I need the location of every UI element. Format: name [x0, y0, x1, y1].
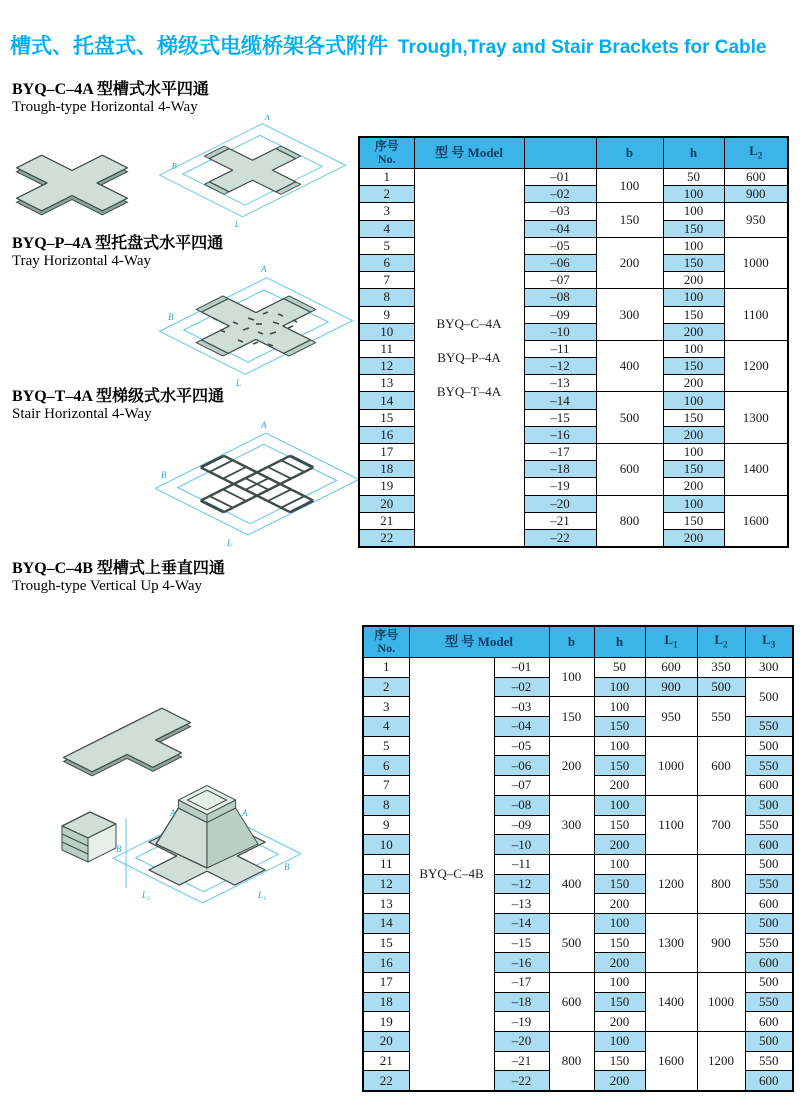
cell-model-suffix: –06: [524, 254, 596, 271]
cell-h: 200: [663, 529, 724, 547]
cell-model-suffix: –01: [524, 169, 596, 186]
col-header-no: 序号 No.: [359, 137, 414, 169]
cell-model-suffix: –20: [494, 1032, 549, 1052]
cell-L2: 600: [724, 169, 788, 186]
table-horizontal-4way-sizes: [358, 136, 789, 548]
dim-label-a1: A: [170, 808, 176, 818]
cell-h: 100: [594, 1032, 645, 1052]
cell-no: 6: [359, 254, 414, 271]
cell-L3: 600: [745, 953, 793, 973]
dim-label-l: L: [227, 538, 233, 548]
cell-L3: 300: [745, 658, 793, 678]
cell-no: 21: [363, 1051, 409, 1071]
cell-no: 10: [363, 835, 409, 855]
cell-h: 100: [663, 340, 724, 357]
cell-L2: 1300: [724, 392, 788, 444]
col-header-L3: $L_3$: [745, 626, 793, 658]
section-title-zh: BYQ–T–4A 型梯级式水平四通: [12, 388, 225, 405]
section-title-en: Trough-type Vertical Up 4-Way: [12, 578, 203, 594]
cell-b: 200: [596, 237, 663, 289]
cell-model-suffix: –03: [494, 697, 549, 717]
cell-L2: 1400: [724, 444, 788, 496]
cell-no: 4: [359, 220, 414, 237]
cell-no: 2: [363, 677, 409, 697]
cell-L3: 600: [745, 776, 793, 796]
cell-L1: 1100: [645, 795, 697, 854]
cell-b: 400: [596, 340, 663, 392]
cell-no: 17: [359, 444, 414, 461]
cell-h: 100: [594, 913, 645, 933]
cell-h: 150: [594, 1051, 645, 1071]
cell-b: 300: [596, 289, 663, 341]
cell-h: 200: [663, 272, 724, 289]
cell-model-suffix: –16: [524, 426, 596, 443]
cell-model-suffix: –15: [494, 933, 549, 953]
cell-model-suffix: –22: [494, 1071, 549, 1091]
drawing-tray-4way: [158, 256, 353, 396]
dim-label-l1: L₁: [258, 890, 267, 900]
cell-L2: 1000: [697, 973, 745, 1032]
cell-h: 150: [663, 512, 724, 529]
cell-h: 100: [663, 237, 724, 254]
cell-model-suffix: –02: [494, 677, 549, 697]
section-heading-byq-c-4b: [12, 559, 225, 595]
cell-h: 100: [594, 697, 645, 717]
cell-L1: 1400: [645, 973, 697, 1032]
cell-no: 4: [363, 717, 409, 737]
cell-model-suffix: –07: [524, 272, 596, 289]
cell-no: 7: [363, 776, 409, 796]
cell-L3: 550: [745, 756, 793, 776]
cell-L3: 550: [745, 1051, 793, 1071]
cell-h: 100: [663, 186, 724, 203]
cell-no: 22: [363, 1071, 409, 1091]
dim-label-l: L: [234, 219, 240, 229]
cell-model-suffix: –03: [524, 203, 596, 220]
cross-outline: [209, 149, 295, 192]
cell-b: 100: [549, 658, 594, 697]
cell-no: 18: [359, 461, 414, 478]
cell-no: 10: [359, 323, 414, 340]
drawing-trough-4way-dimensioned: [155, 103, 350, 243]
drawing-trough-4way-flat: [15, 136, 140, 236]
section-title-zh: BYQ–C–4B 型槽式上垂直四通: [12, 560, 225, 577]
cell-L1: 1600: [645, 1032, 697, 1092]
cell-no: 12: [363, 874, 409, 894]
dim-label-a: A: [261, 264, 267, 274]
cell-b: 800: [596, 495, 663, 547]
cell-model-suffix: –04: [494, 717, 549, 737]
cell-no: 15: [363, 933, 409, 953]
cell-L3: 600: [745, 1012, 793, 1032]
cell-no: 9: [359, 306, 414, 323]
cell-no: 11: [359, 340, 414, 357]
cell-no: 8: [359, 289, 414, 306]
cell-L3: 600: [745, 835, 793, 855]
cell-b: 600: [549, 973, 594, 1032]
cell-model-suffix: –12: [524, 358, 596, 375]
cell-h: 100: [594, 677, 645, 697]
col-header-L2: $L_2$: [724, 137, 788, 169]
cell-model-suffix: –22: [524, 529, 596, 547]
col-header-h: h: [594, 626, 645, 658]
cell-h: 100: [663, 392, 724, 409]
cell-L3: 500: [745, 677, 793, 716]
cell-model-suffix: –11: [524, 340, 596, 357]
cell-model-suffix: –08: [494, 795, 549, 815]
cell-model-suffix: –20: [524, 495, 596, 512]
cell-h: 200: [663, 426, 724, 443]
cell-h: 200: [594, 894, 645, 914]
section-title-en: Tray Horizontal 4-Way: [12, 253, 152, 269]
cell-L3: 500: [745, 973, 793, 993]
cell-model-suffix: –19: [494, 1012, 549, 1032]
col-header-model: 型 号 Model: [409, 626, 549, 658]
cell-no: 3: [363, 697, 409, 717]
cell-no: 20: [363, 1032, 409, 1052]
cell-L3: 550: [745, 874, 793, 894]
cell-L2: 1600: [724, 495, 788, 547]
cell-b: 150: [549, 697, 594, 736]
cell-h: 100: [663, 444, 724, 461]
cell-h: 150: [594, 717, 645, 737]
cell-L2: 1200: [697, 1032, 745, 1092]
cell-L2: 900: [724, 186, 788, 203]
col-header-L2: $L_2$: [697, 626, 745, 658]
drawing-ladder-4way: [155, 406, 360, 561]
cell-no: 18: [363, 992, 409, 1012]
col-header-model-suffix: [524, 137, 596, 169]
dim-label-a2: A: [242, 808, 248, 818]
cell-no: 21: [359, 512, 414, 529]
table-row: [363, 658, 793, 678]
cell-L2: 1100: [724, 289, 788, 341]
cell-L2: 900: [697, 913, 745, 972]
cell-no: 13: [359, 375, 414, 392]
cell-model-suffix: –17: [524, 444, 596, 461]
cell-h: 100: [594, 736, 645, 756]
cell-b: 600: [596, 444, 663, 496]
col-header-b: b: [549, 626, 594, 658]
cell-model-suffix: –14: [524, 392, 596, 409]
cell-L2: 950: [724, 203, 788, 237]
dim-label-l: L: [236, 378, 242, 388]
cell-h: 200: [594, 776, 645, 796]
cell-model-suffix: –01: [494, 658, 549, 678]
cell-L2: 350: [697, 658, 745, 678]
cell-L1: 950: [645, 697, 697, 736]
cell-h: 100: [663, 495, 724, 512]
cell-no: 2: [359, 186, 414, 203]
dim-label-b1: B: [116, 844, 122, 854]
cell-model-suffix: –21: [494, 1051, 549, 1071]
cell-model-suffix: –09: [524, 306, 596, 323]
cell-model-suffix: –05: [494, 736, 549, 756]
cell-h: 200: [663, 478, 724, 495]
cell-h: 200: [594, 953, 645, 973]
cell-model-suffix: –13: [524, 375, 596, 392]
cell-h: 50: [663, 169, 724, 186]
cell-b: 150: [596, 203, 663, 237]
cell-no: 19: [363, 1012, 409, 1032]
cell-model: BYQ–C–4A BYQ–P–4A BYQ–T–4A: [414, 169, 524, 548]
col-header-L1: $L_1$: [645, 626, 697, 658]
cell-no: 5: [363, 736, 409, 756]
cell-no: 6: [363, 756, 409, 776]
cell-h: 150: [594, 933, 645, 953]
cell-L1: 1000: [645, 736, 697, 795]
cell-L3: 500: [745, 736, 793, 756]
table-vertical-4way-sizes: [362, 625, 794, 1092]
cell-model-suffix: –17: [494, 973, 549, 993]
cell-model-suffix: –04: [524, 220, 596, 237]
cell-b: 500: [596, 392, 663, 444]
cell-h: 200: [594, 1012, 645, 1032]
cell-no: 14: [359, 392, 414, 409]
cell-no: 14: [363, 913, 409, 933]
cell-L2: 550: [697, 697, 745, 736]
cell-h: 150: [663, 254, 724, 271]
cell-b: 500: [549, 913, 594, 972]
cell-model: BYQ–C–4B: [409, 658, 494, 1092]
cell-b: 100: [596, 169, 663, 203]
col-header-model: 型 号 Model: [414, 137, 524, 169]
cell-h: 100: [594, 973, 645, 993]
cell-no: 9: [363, 815, 409, 835]
cell-L1: 1300: [645, 913, 697, 972]
dim-label-a: A: [264, 113, 270, 123]
cell-model-suffix: –02: [524, 186, 596, 203]
section-title-zh: BYQ–C–4A 型槽式水平四通: [12, 81, 209, 98]
cell-h: 50: [594, 658, 645, 678]
cell-model-suffix: –21: [524, 512, 596, 529]
cell-L3: 600: [745, 894, 793, 914]
cell-no: 16: [363, 953, 409, 973]
cell-L2: 500: [697, 677, 745, 697]
cell-h: 100: [663, 203, 724, 220]
dim-label-a: A: [261, 420, 267, 430]
cell-L3: 500: [745, 854, 793, 874]
cell-h: 200: [594, 835, 645, 855]
cell-L3: 500: [745, 1032, 793, 1052]
cell-model-suffix: –07: [494, 776, 549, 796]
cell-L3: 550: [745, 815, 793, 835]
page-title-zh: 槽式、托盘式、梯级式电缆桥架各式附件: [10, 35, 388, 58]
cell-no: 5: [359, 237, 414, 254]
cell-h: 200: [663, 323, 724, 340]
cell-h: 100: [663, 289, 724, 306]
col-header-b: b: [596, 137, 663, 169]
cell-no: 13: [363, 894, 409, 914]
section-title-en: Trough-type Horizontal 4-Way: [12, 99, 198, 115]
page-title-en: Trough,Tray and Stair Brackets for Cable: [398, 37, 767, 58]
cell-h: 100: [594, 795, 645, 815]
cell-L2: 1000: [724, 237, 788, 289]
cell-model-suffix: –16: [494, 953, 549, 973]
cell-L2: 1200: [724, 340, 788, 392]
cell-L2: 700: [697, 795, 745, 854]
cell-no: 20: [359, 495, 414, 512]
section-title-en: Stair Horizontal 4-Way: [12, 406, 152, 422]
cell-no: 19: [359, 478, 414, 495]
cell-L3: 550: [745, 717, 793, 737]
cell-no: 7: [359, 272, 414, 289]
cell-b: 400: [549, 854, 594, 913]
cell-model-suffix: –09: [494, 815, 549, 835]
cell-model-suffix: –18: [524, 461, 596, 478]
cell-no: 3: [359, 203, 414, 220]
cell-b: 200: [549, 736, 594, 795]
dim-label-b2: B: [284, 862, 290, 872]
cross-outline: [202, 299, 311, 354]
cell-no: 22: [359, 529, 414, 547]
col-header-no: 序号 No.: [363, 626, 409, 658]
cell-b: 800: [549, 1032, 594, 1092]
cell-model-suffix: –19: [524, 478, 596, 495]
cell-h: 150: [663, 409, 724, 426]
cell-model-suffix: –14: [494, 913, 549, 933]
cell-no: 8: [363, 795, 409, 815]
cell-model-suffix: –12: [494, 874, 549, 894]
drawing-vertical-4way: [112, 748, 302, 938]
cell-L3: 500: [745, 913, 793, 933]
cell-model-suffix: –18: [494, 992, 549, 1012]
cell-L3: 600: [745, 1071, 793, 1091]
cell-L3: 500: [745, 795, 793, 815]
cell-model-suffix: –10: [524, 323, 596, 340]
cell-L2: 600: [697, 736, 745, 795]
cell-model-suffix: –15: [524, 409, 596, 426]
cell-h: 150: [594, 992, 645, 1012]
cell-h: 200: [594, 1071, 645, 1091]
cell-model-suffix: –05: [524, 237, 596, 254]
cell-no: 11: [363, 854, 409, 874]
cell-model-suffix: –13: [494, 894, 549, 914]
cell-model-suffix: –08: [524, 289, 596, 306]
page-title: [10, 30, 767, 60]
cell-h: 150: [594, 756, 645, 776]
cell-h: 150: [663, 306, 724, 323]
cell-h: 150: [594, 815, 645, 835]
cell-L2: 800: [697, 854, 745, 913]
cell-model-suffix: –11: [494, 854, 549, 874]
cell-no: 1: [363, 658, 409, 678]
cell-L3: 550: [745, 992, 793, 1012]
dim-label-b: B: [161, 470, 167, 480]
cell-h: 150: [663, 358, 724, 375]
dim-label-b: B: [171, 161, 177, 171]
col-header-h: h: [663, 137, 724, 169]
cell-b: 300: [549, 795, 594, 854]
cell-h: 100: [594, 854, 645, 874]
cell-h: 200: [663, 375, 724, 392]
cell-no: 17: [363, 973, 409, 993]
cell-L1: 600: [645, 658, 697, 678]
cell-h: 150: [663, 220, 724, 237]
dim-label-b: B: [168, 312, 174, 322]
dim-label-l2: L₂: [142, 890, 151, 900]
ladder-rungs: [210, 460, 305, 507]
cell-no: 12: [359, 358, 414, 375]
cell-L3: 550: [745, 933, 793, 953]
table-row: [359, 169, 788, 186]
cross-outline: [17, 155, 128, 211]
cell-no: 15: [359, 409, 414, 426]
cell-no: 16: [359, 426, 414, 443]
cell-model-suffix: –10: [494, 835, 549, 855]
cell-h: 150: [663, 461, 724, 478]
cell-h: 150: [594, 874, 645, 894]
cell-no: 1: [359, 169, 414, 186]
section-title-zh: BYQ–P–4A 型托盘式水平四通: [12, 235, 224, 252]
cell-L1: 1200: [645, 854, 697, 913]
cell-model-suffix: –06: [494, 756, 549, 776]
cell-L1: 900: [645, 677, 697, 697]
